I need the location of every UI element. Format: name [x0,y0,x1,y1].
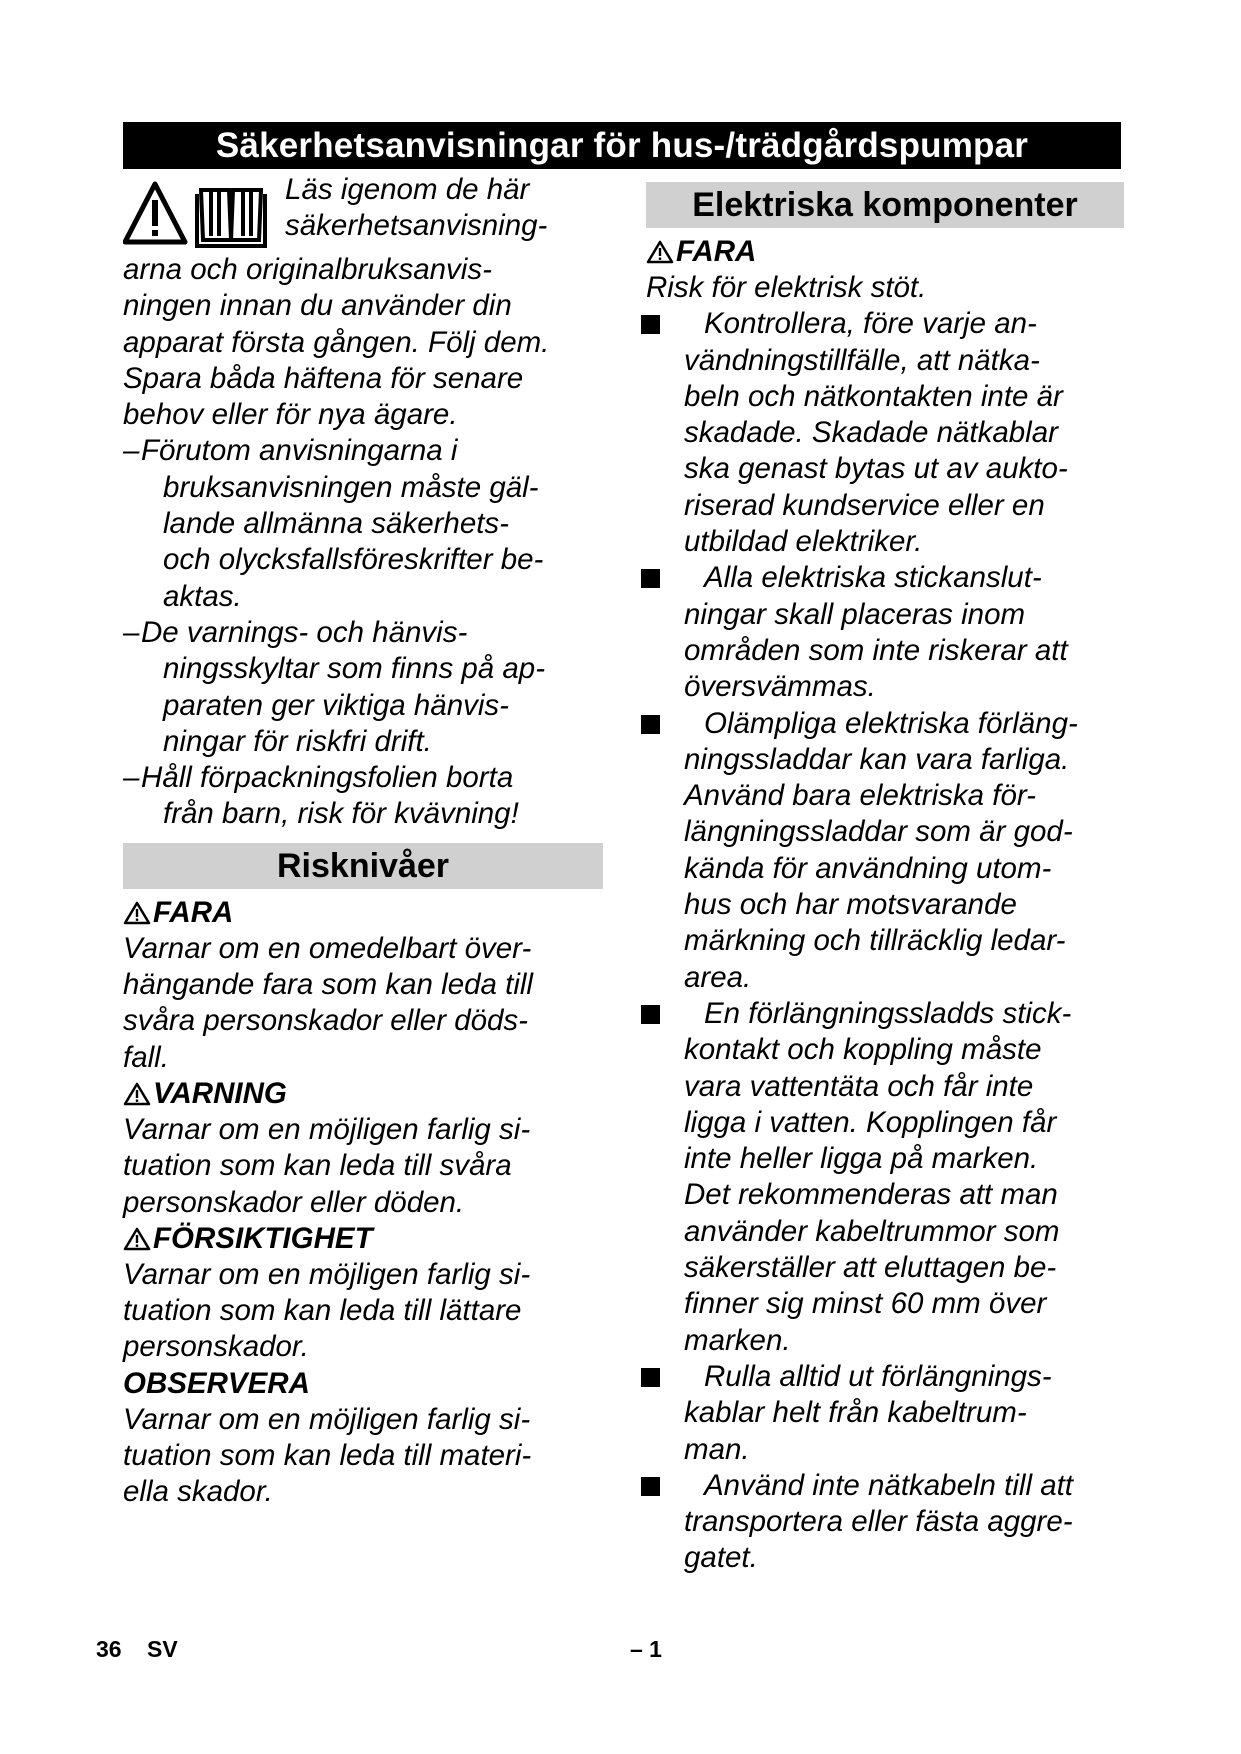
text-line: vändningstillfälle, att nätka- [684,343,1040,377]
list-item-text [123,760,603,833]
text-line: utbildad elektriker. [684,525,923,559]
text-line: Varnar om en möjligen farlig si- [123,1402,531,1436]
text-line: kontakt och koppling måste [684,1033,1042,1067]
text-line: ningar skall placeras inom [684,597,1026,631]
text-line: ningsskyltar som finns på ap- [163,652,546,686]
text-line: kablar helt från kabeltrum- [684,1396,1027,1430]
dash-marker: – [123,615,140,649]
warning-triangle-icon [125,184,185,242]
section-page-marker: – 1 [630,1636,662,1662]
dash-marker: – [123,761,140,795]
bullet-square [641,1477,660,1496]
text-line: säkerställer att eluttagen be- [684,1251,1057,1285]
right-column [646,182,1124,1577]
text-line: ningssladdar kan vara farliga. [684,742,1070,776]
page-number: 36 [96,1636,122,1662]
list-item [646,560,1124,705]
list-item [646,1468,1124,1577]
text-line: paraten ger viktiga hänvis- [163,688,509,722]
text-line: ella skador. [123,1475,273,1509]
level-description [123,931,603,1076]
text-line: beln och nätkontakten inte är [684,379,1063,413]
level-label-fara [123,895,603,931]
text-line: Förutom anvisningarna i [141,434,458,468]
text-line: En förlängningssladds stick- [704,996,1072,1030]
intro [123,172,603,433]
text-line: vara vattentäta och får inte [684,1069,1034,1103]
level-label: FÖRSIKTIGHET [153,1221,373,1255]
section-heading-electrical: Elektriska komponenter [646,182,1124,228]
language-code: SV [147,1636,178,1662]
list-item [123,760,603,833]
level-label: VARNING [153,1076,287,1110]
text-line: ligga i vatten. Kopplingen får [684,1105,1057,1139]
left-column [123,172,603,1511]
text-line: Rulla alltid ut förlängnings- [704,1359,1052,1393]
text-line: gatet. [684,1541,758,1575]
text-line: använder kabeltrummor som [684,1214,1060,1248]
text-line: Varnar om en möjligen farlig si- [123,1112,531,1146]
text-line: Varnar om en möjligen farlig si- [123,1257,531,1291]
text-line: Varnar om en omedelbart över- [123,931,532,965]
list-item [646,306,1124,560]
list-item-text [123,615,603,760]
text-line: märkning och tillräcklig ledar- [684,924,1066,958]
note-label: OBSERVERA [123,1366,310,1400]
list-item [123,433,603,614]
intro-line: Spara båda häftena för senare [123,361,524,395]
danger-text: Risk för elektrisk stöt. [646,271,927,304]
level-label-varning [123,1076,603,1112]
text-line: fall. [123,1040,169,1074]
text-line: ska genast bytas ut av aukto- [684,452,1068,486]
level-label-fara [646,234,1124,270]
text-line: marken. [684,1323,791,1357]
section-heading-risk-levels: Risknivåer [123,843,603,889]
text-line: area. [684,960,752,994]
text-line: Kontrollera, före varje an- [704,307,1037,341]
text-line: hus och har motsvarande [684,888,1017,922]
warning-triangle-icon [646,239,674,265]
list-item-text [123,433,603,614]
text-line: längningssladdar som är god- [684,815,1073,849]
intro-line: säkerhetsanvisning- [285,209,548,243]
text-line: Använd bara elektriska för- [684,779,1036,813]
page-title: Säkerhetsanvisningar för hus-/trädgårdspumpar [123,122,1121,169]
text-line: skadade. Skadade nätkablar [684,416,1058,450]
text-line: svåra personskador eller döds- [123,1004,529,1038]
text-line: Håll förpackningsfolien borta [141,761,514,795]
text-line: finner sig minst 60 mm över [684,1287,1047,1321]
text-line: Olämpliga elektriska förläng- [704,706,1078,740]
bullet-square [641,1368,660,1387]
text-line: transportera eller fästa aggre- [684,1505,1073,1539]
level-description [123,1112,603,1221]
text-line: hängande fara som kan leda till [123,968,533,1002]
intro-line: Läs igenom de här [285,173,530,206]
text-line: och olycksfallsföreskrifter be- [163,543,544,577]
text-line: områden som inte riskerar att [684,633,1068,667]
level-description [123,1257,603,1366]
level-label: FARA [676,234,757,268]
intro-line: apparat första gången. Följ dem. [123,325,550,359]
list-item [123,615,603,760]
warning-triangle-icon [123,1081,151,1107]
level-label: FARA [153,895,234,929]
text-line: inte heller ligga på marken. [684,1142,1039,1176]
manual-book-icon [197,190,265,246]
text-line: Använd inte nätkabeln till att [704,1468,1073,1502]
level-label-forsiktighet [123,1221,603,1257]
warning-triangle-icon [123,900,151,926]
text-line: ningar för riskfri drift. [163,724,432,758]
bullet-square [641,569,660,588]
text-line: tuation som kan leda till materi- [123,1439,532,1473]
text-line: riserad kundservice eller en [684,488,1045,522]
text-line: personskador. [123,1330,309,1364]
text-line: lande allmänna säkerhets- [163,507,510,541]
intro-line: behov eller för nya ägare. [123,398,458,432]
text-line: tuation som kan leda till lättare [123,1294,522,1328]
text-line: personskador eller döden. [123,1185,465,1219]
text-line: översvämmas. [684,670,876,704]
dash-marker: – [123,434,140,468]
text-line: från barn, risk för kvävning! [163,797,519,831]
warning-triangle-icon [123,1226,151,1252]
intro-icons [123,180,273,252]
list-item [646,706,1124,996]
bullet-square [641,315,660,334]
text-line: tuation som kan leda till svåra [123,1149,512,1183]
text-line: De varnings- och hänvis- [141,615,468,649]
text-line: bruksanvisningen måste gäl- [163,470,539,504]
note-description [123,1402,603,1511]
text-line: Alla elektriska stickanslut- [704,561,1042,595]
bullet-square [641,1005,660,1024]
text-line: aktas. [163,579,242,613]
intro-line: arna och originalbruksanvis- [123,253,492,286]
bullet-square [641,715,660,734]
intro-line: ningen innan du använder din [123,289,512,323]
text-line: Det rekommenderas att man [684,1178,1058,1212]
text-line: kända för användning utom- [684,851,1052,885]
text-line: man. [684,1432,750,1466]
list-item [646,996,1124,1359]
list-item [646,1359,1124,1468]
